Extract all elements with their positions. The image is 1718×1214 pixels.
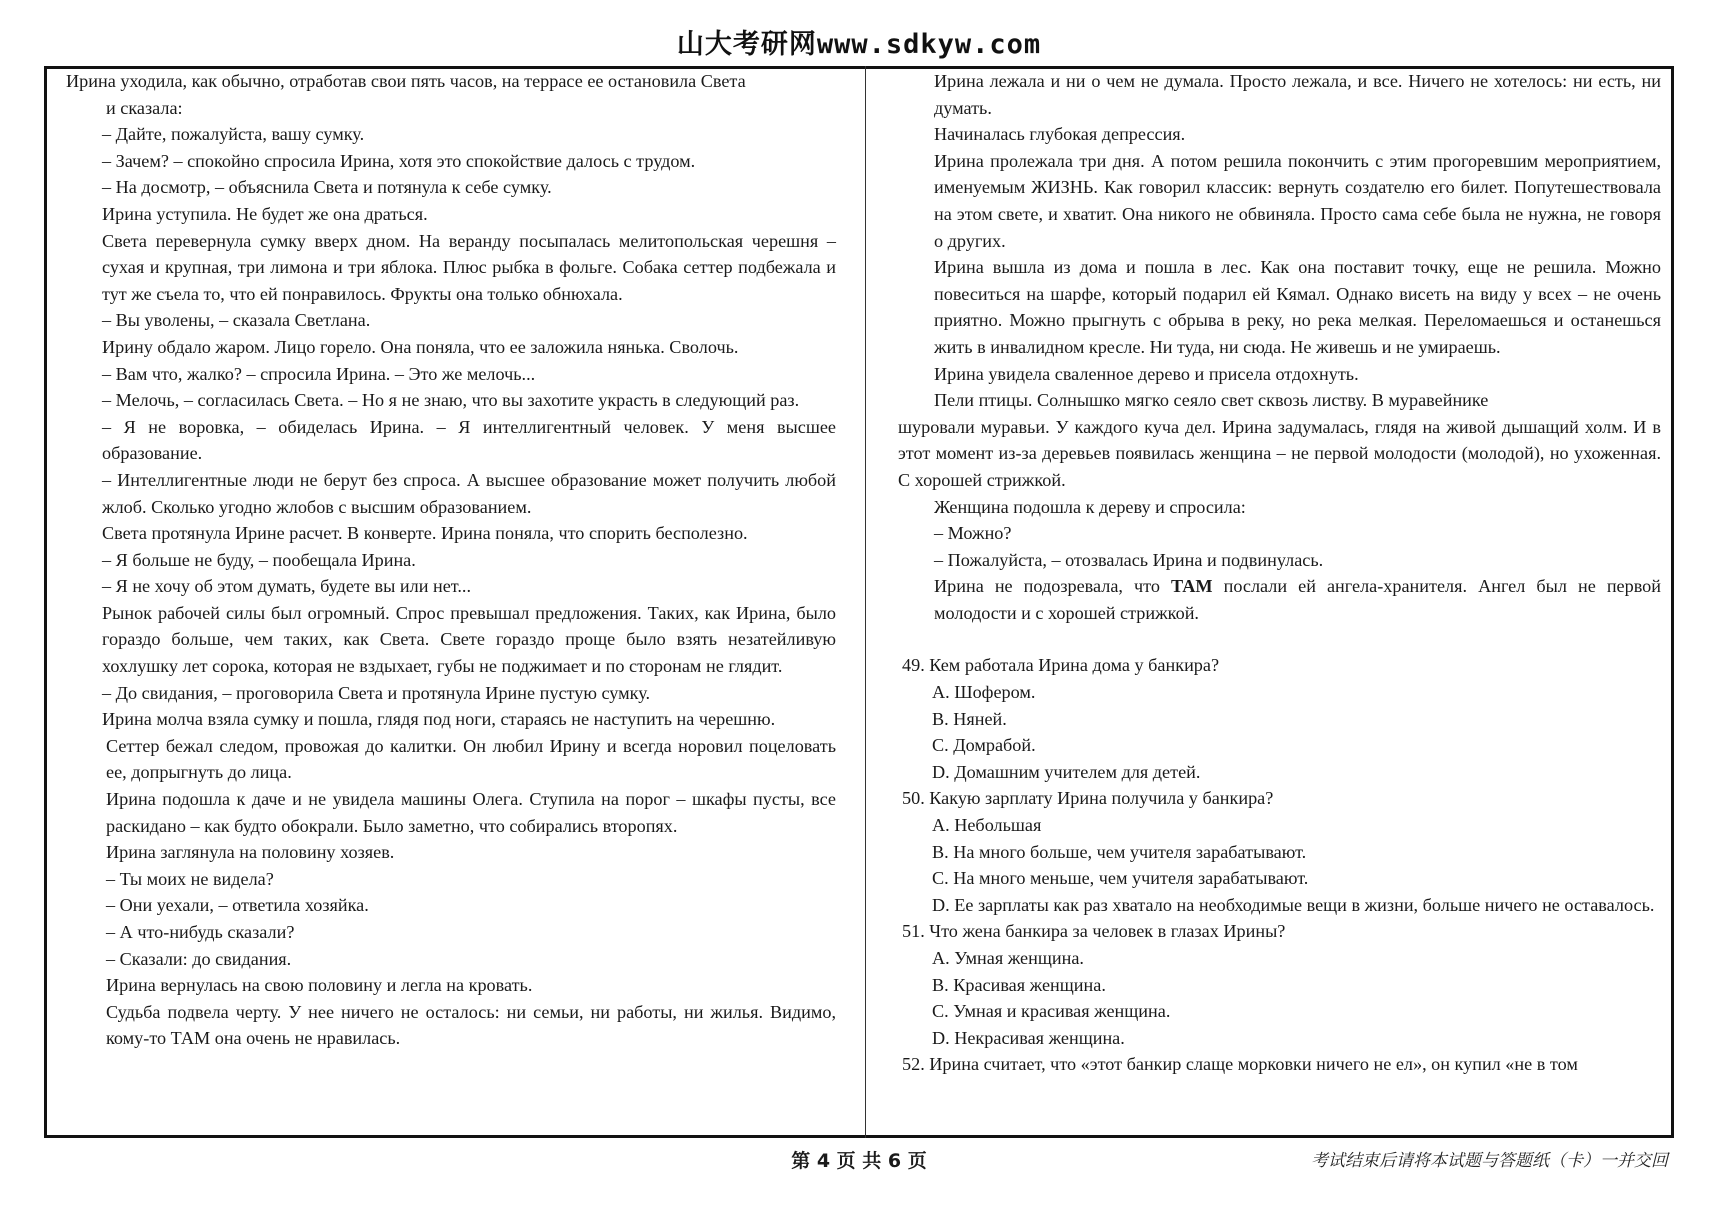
paragraph: [898, 573, 1661, 626]
page-number: 第 4 页 共 6 页: [791, 1150, 927, 1172]
paragraph: Рынок рабочей силы был огромный. Спрос превышал предложения. Таких, как Ирина, было гораздо больше, чем таких, как Света. Свете гораздо проще было взять незатейливую хохлушку лет сорока, которая не вздыхает, губы не поджимает и по сторонам не глядит.: [102, 602, 836, 677]
paragraph: – Я больше не буду, – пообещала Ирина.: [102, 549, 416, 570]
paragraph: и сказала:: [106, 97, 183, 118]
paragraph: Ирина заглянула на половину хозяев.: [106, 842, 395, 863]
paragraph: Женщина подошла к дереву и спросила:: [934, 496, 1246, 517]
paragraph: Ирина пролежала три дня. А потом решила покончить с этим прогоревшим мероприятием, именуемым ЖИЗНЬ. Как говорил классик: вернуть создателю его билет. Попутешествовала на этом свете, и хватит. Она никого не обвиняла. Просто сама себе была не нужна, не говоря о других.: [934, 150, 1661, 251]
paragraph: – Вам что, жалко? – спросила Ирина. – Это же мелочь...: [102, 363, 536, 384]
paragraph-text: послали ей ангела-хранителя. Ангел был не первой молодости и с хорошей стрижкой.: [934, 576, 1662, 623]
paragraph: – Вы уволены, – сказала Светлана.: [102, 310, 371, 331]
paragraph: Судьба подвела черту. У нее ничего не осталось: ни семьи, ни работы, ни жилья. Видимо, кому-то ТАМ она очень не нравилась.: [106, 1001, 836, 1049]
option-51-a: A. Умная женщина.: [932, 948, 1084, 968]
option-50-b: B. На много больше, чем учителя зарабатывают.: [932, 841, 1307, 862]
paragraph-text: Ирина не подозревала, что: [934, 576, 1160, 597]
option-51-d: D. Некрасивая женщина.: [932, 1027, 1125, 1048]
option-50-c: C. На много меньше, чем учителя зарабатывают.: [932, 868, 1309, 889]
paragraph: Ирина вышла из дома и пошла в лес. Как она поставит точку, еще не решила. Можно повеситься на шарфе, который подарил ей Кямал. Однако висеть на виду у всех – не очень приятно. Можно прыгнуть с обрыва в реку, но река мелкая. Переломаешься и останешься жить в инвалидном кресле. Ни туда, ни сюда. Не живешь и не умираешь.: [934, 257, 1661, 357]
paragraph: – До свидания, – проговорила Света и протянула Ирине пустую сумку.: [102, 682, 651, 703]
option-51-b: B. Красивая женщина.: [932, 974, 1106, 995]
option-50-a: A. Небольшая: [932, 815, 1042, 836]
question-50: 50. Какую зарплату Ирина получила у банкира?: [902, 788, 1274, 809]
paragraph: Ирина подошла к даче и не увидела машины Олега. Ступила на порог – шкафы пусты, все раскидано – как будто обокрали. Было заметно, что собирались второпях.: [106, 789, 836, 836]
paragraph: Ирина уходила, как обычно, отработав свои пять часов, на террасе ее остановила Света: [66, 71, 746, 91]
paragraph: – Пожалуйста, – отозвалась Ирина и подвинулась.: [934, 549, 1324, 570]
paragraph: Пели птицы. Солнышко мягко сеяло свет сквозь листву. В муравейнике: [934, 390, 1489, 411]
question-52: 52. Ирина считает, что «этот банкир слаще морковки ничего не ел», он купил «не в том: [902, 1054, 1578, 1075]
right-column: [898, 68, 1661, 1078]
paragraph: – Дайте, пожалуйста, вашу сумку.: [102, 124, 365, 145]
paragraph: – Можно?: [934, 523, 1012, 544]
option-49-c: C. Домрабой.: [932, 735, 1036, 756]
paragraph: Ирина увидела сваленное дерево и присела отдохнуть.: [934, 363, 1359, 384]
option-49-d: D. Домашним учителем для детей.: [932, 761, 1201, 782]
left-column: [66, 68, 836, 1052]
paragraph: – Я не воровка, – обиделась Ирина. – Я интеллигентный человек. У меня высшее образование.: [102, 416, 836, 464]
emphasis-tam: ТАМ: [1171, 576, 1213, 597]
option-49-a: A. Шофером.: [932, 682, 1036, 703]
paragraph: Начиналась глубокая депрессия.: [934, 124, 1186, 145]
paragraph: Света протянула Ирине расчет. В конверте. Ирина поняла, что спорить бесполезно.: [102, 523, 748, 544]
column-divider: [865, 66, 866, 1138]
paragraph: Ирина уступила. Не будет же она драться.: [102, 203, 428, 224]
paragraph: – Зачем? – спокойно спросила Ирина, хотя это спокойствие далось с трудом.: [102, 150, 696, 171]
paragraph: – На досмотр, – объяснила Света и потянула к себе сумку.: [102, 177, 552, 198]
paragraph: – Я не хочу об этом думать, будете вы или нет...: [102, 576, 471, 597]
paragraph: – Они уехали, – ответила хозяйка.: [106, 895, 369, 916]
footer-note: 考试结束后请将本试题与答题纸（卡）一并交回: [1311, 1151, 1668, 1171]
paragraph: Ирина вернулась на свою половину и легла на кровать.: [106, 975, 533, 996]
page-header: 山大考研网www.sdkyw.com: [676, 29, 1042, 60]
paragraph: Света перевернула сумку вверх дном. На веранду посыпалась мелитопольская черешня – сухая и крупная, три лимона и три яблока. Плюс рыбка в фольге. Собака сеттер подбежала и тут же съела то, что ей понравилось. Фрукты она только обнюхала.: [102, 230, 836, 304]
paragraph: – Сказали: до свидания.: [106, 948, 292, 969]
question-49: 49. Кем работала Ирина дома у банкира?: [902, 655, 1220, 676]
paragraph: Сеттер бежал следом, провожая до калитки. Он любил Ирину и всегда норовил поцеловать ее, допрыгнуть до лица.: [106, 735, 836, 783]
paragraph: Ирина молча взяла сумку и пошла, глядя под ноги, стараясь не наступить на черешню.: [102, 709, 776, 730]
paragraph: – Ты моих не видела?: [106, 868, 274, 889]
paragraph: Ирину обдало жаром. Лицо горело. Она поняла, что ее заложила нянька. Сволочь.: [102, 336, 739, 357]
option-49-b: B. Няней.: [932, 708, 1007, 729]
paragraph: шуровали муравьи. У каждого куча дел. Ирина задумалась, глядя на живой дышащий холм. И в этот момент из-за деревьев появилась женщина – не первой молодости (молодой), но ухоженная. С хорошей стрижкой.: [898, 416, 1661, 490]
question-51: 51. Что жена банкира за человек в глазах Ирины?: [902, 921, 1286, 942]
paragraph: – Интеллигентные люди не берут без спроса. А высшее образование может получить любой жлоб. Сколько угодно жлобов с высшим образованием.: [102, 469, 836, 517]
paragraph: Ирина лежала и ни о чем не думала. Просто лежала, и все. Ничего не хотелось: ни есть, ни думать.: [934, 71, 1661, 118]
paragraph: – Мелочь, – согласилась Света. – Но я не знаю, что вы захотите украсть в следующий раз.: [102, 390, 800, 411]
paragraph: – А что-нибудь сказали?: [106, 922, 295, 942]
option-50-d: D. Ее зарплаты как раз хватало на необходимые вещи в жизни, больше ничего не оставалось.: [932, 894, 1655, 915]
option-51-c: C. Умная и красивая женщина.: [932, 1001, 1171, 1022]
